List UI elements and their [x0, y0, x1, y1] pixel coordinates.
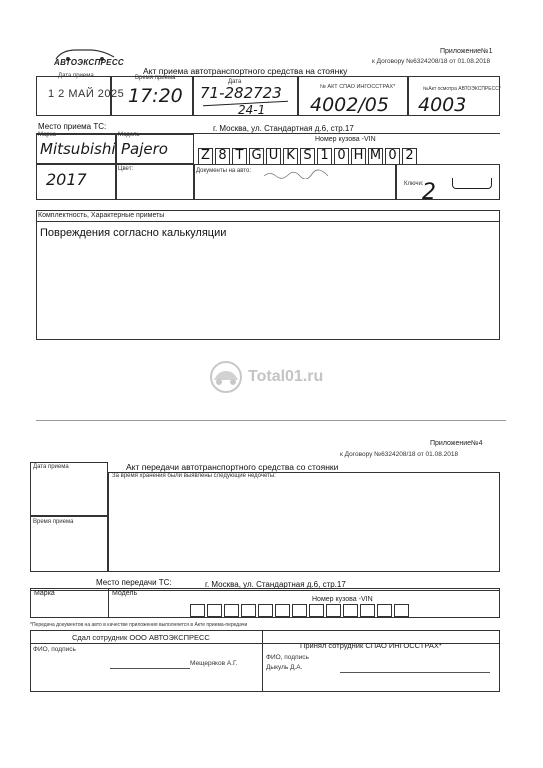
empty-vin-cell — [326, 604, 341, 617]
transfer-vin-header: Номер кузова -VIN — [312, 596, 373, 603]
form2-contract: к Договору №6324208/18 от 01.08.2018 — [340, 451, 459, 458]
defects-box — [108, 472, 500, 572]
vin-cell: M — [369, 148, 382, 163]
empty-vin-cell — [309, 604, 324, 617]
vin-header: Номер кузова -VIN — [315, 136, 376, 143]
vin-cell: H — [351, 148, 366, 165]
fio-name-left: Мещеряков А.Г. — [190, 660, 238, 667]
logo-text: АВТОЭКСПРЕСС — [54, 58, 124, 67]
vin-cell: Z — [198, 148, 213, 165]
vin-cell: K — [283, 148, 298, 165]
empty-vin-cell — [190, 604, 205, 617]
docs-label: Документы на авто: — [196, 168, 251, 174]
form2-title: Акт передачи автотранспортного средства со стоянки — [126, 462, 339, 472]
transfer-date-label: Дата приема — [33, 464, 69, 470]
vin-cell: T — [232, 148, 247, 165]
time-header: Время приема — [135, 75, 176, 81]
date-header: Дата приема — [58, 73, 94, 79]
form1-title: Акт приема автотранспортного средства на стоянку — [143, 66, 348, 76]
vin-cell: 1 — [317, 148, 332, 165]
transfer-vin-cells — [190, 604, 410, 618]
fio-sign-left: ФИО, подпись — [33, 646, 76, 653]
date-stamp: 1 2 МАЙ 2025 — [48, 88, 125, 100]
scribble-icon — [262, 169, 332, 179]
empty-vin-cell — [377, 604, 392, 617]
signature-divider — [262, 630, 263, 692]
empty-vin-cell — [207, 604, 222, 617]
defects-label: За время хранения были выявлены следующие недочеты: — [112, 473, 276, 479]
sign-line-right — [340, 672, 490, 673]
completeness-divider — [36, 221, 500, 222]
form2-appendix: Приложение№4 — [430, 440, 483, 447]
transfer-date-box — [30, 462, 108, 516]
year-value: 2017 — [46, 170, 87, 189]
transfer-time-label: Время приема — [33, 519, 74, 525]
transfer-place-value: г. Москва, ул. Стандартная д.6, стр.17 — [205, 580, 346, 589]
handed-label: Сдал сотрудник ООО АВТОЭКСПРЕСС — [72, 633, 210, 642]
empty-vin-cell — [258, 604, 273, 617]
vin-cell: 2 — [402, 148, 417, 165]
keys-bracket-icon — [452, 178, 492, 189]
completeness-label: Комплектность, Характерные приметы — [38, 212, 165, 219]
time-value: 17:20 — [128, 85, 183, 107]
fio-name-right: Дыкуль Д.А. — [266, 664, 303, 671]
watermark — [206, 360, 336, 394]
brand-model-divider — [108, 588, 109, 618]
vin-cell: 0 — [385, 148, 400, 165]
empty-vin-cell — [343, 604, 358, 617]
transfer-brand-label: Марка — [34, 590, 55, 597]
watermark-car-icon — [206, 360, 246, 394]
act-sk-header: № АКТ СПАО ИНГОССТРАХ* — [320, 84, 396, 90]
keys-label: Ключи: — [404, 181, 424, 187]
vin-cell: 0 — [334, 148, 349, 165]
form1-contract: к Договору №6324208/18 от 01.08.2018 — [372, 58, 491, 65]
model-label: Модель — [118, 132, 140, 138]
empty-vin-cell — [241, 604, 256, 617]
footnote: *Передача документов на авто в качестве приложения выполняется в Акте приема-передачи — [30, 622, 248, 628]
vin-cell: U — [266, 148, 281, 165]
damage-text: Повреждения согласно калькуляции — [40, 227, 227, 239]
empty-vin-cell — [292, 604, 307, 617]
act-sk-value: 4002/05 — [310, 94, 389, 116]
place-value: г. Москва, ул. Стандартная д.6, стр.17 — [213, 124, 354, 133]
empty-vin-cell — [360, 604, 375, 617]
color-label: Цвет: — [118, 166, 134, 172]
vin-cell: G — [249, 148, 264, 165]
vin-cell: 8 — [215, 148, 230, 165]
empty-vin-cell — [275, 604, 290, 617]
number-header: Дата — [228, 79, 242, 85]
keys-value: 2 — [422, 180, 436, 205]
sign-line-left — [110, 668, 190, 669]
fio-sign-right: ФИО, подпись — [266, 654, 309, 661]
docs-scribble — [262, 166, 332, 176]
brand-value: Mitsubishi — [40, 140, 116, 158]
place-label: Место приема ТС: — [38, 122, 107, 131]
transfer-model-label: Модель — [112, 590, 138, 597]
empty-vin-cell — [394, 604, 409, 617]
act-ae-value: 4003 — [418, 94, 467, 116]
transfer-place-label: Место передачи ТС: — [96, 578, 172, 587]
empty-vin-cell — [224, 604, 239, 617]
autoexpress-logo — [52, 47, 124, 69]
number-value-top: 71-282723 — [200, 84, 282, 102]
accepted-label: Принял сотрудник СПАО ИНГОССТРАХ* — [300, 641, 442, 650]
form1-appendix: Приложение№1 — [440, 48, 493, 55]
model-value: Pajero — [121, 140, 168, 158]
vin-cell: S — [300, 148, 315, 165]
act-ae-header: №Акт осмотра АВТОЭКСПРЕСС* — [423, 86, 501, 92]
number-value-bottom: 24-1 — [238, 103, 266, 117]
page-separator — [36, 420, 506, 421]
brand-label: Марка — [38, 132, 56, 138]
watermark-text: Total01.ru — [248, 368, 324, 385]
